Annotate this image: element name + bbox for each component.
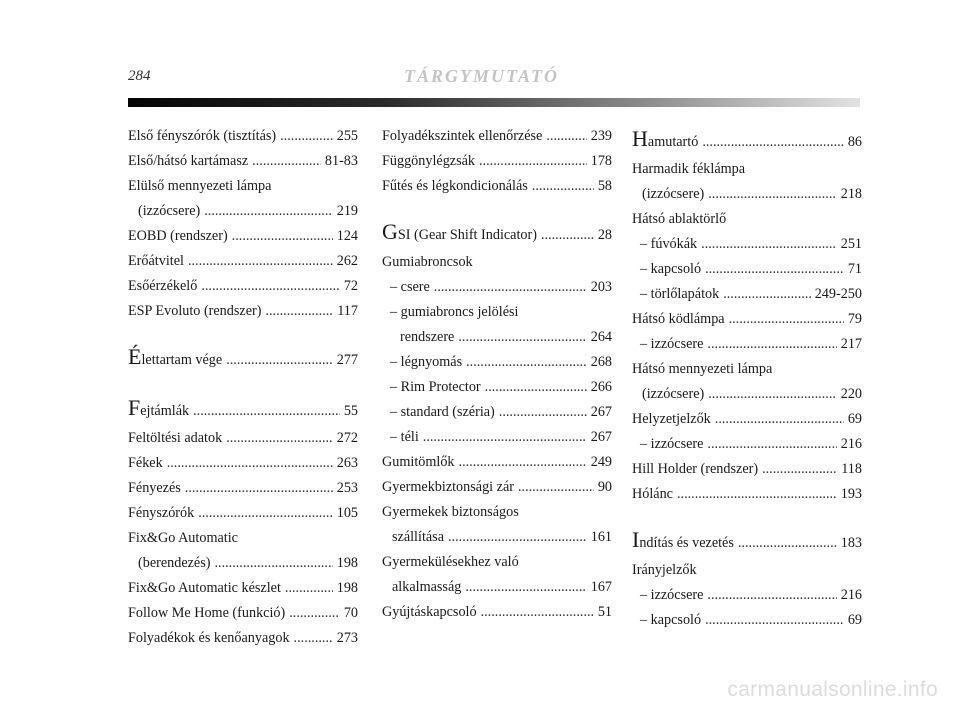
section-spacer: [632, 507, 862, 525]
index-entry: [382, 350, 612, 375]
entry-label: Fényszórók: [128, 505, 195, 521]
dot-leader: [232, 224, 333, 249]
dot-leader: [201, 274, 339, 299]
entry-label: Gyújtáskapcsoló: [382, 604, 477, 620]
dot-leader: [729, 307, 844, 332]
index-entry: [128, 551, 358, 576]
entry-label: Gyermekbiztonsági zár: [382, 479, 514, 495]
index-entry: [632, 257, 862, 282]
index-entry: [128, 224, 358, 249]
index-heading: Hátsó mennyezeti lámpa: [632, 361, 773, 377]
entry-label: – légnyomás: [390, 354, 463, 370]
page-ref: 183: [840, 535, 862, 551]
index-entry: [382, 475, 612, 500]
entry-label: – törlőlapátok: [640, 286, 720, 302]
page-ref: 267: [590, 404, 612, 420]
section-label-rest: amutartó: [647, 134, 699, 150]
dot-leader: [702, 127, 843, 157]
page-title: TÁRGYMUTATÓ: [404, 66, 560, 86]
index-entry: [632, 608, 862, 633]
page-ref: 217: [840, 336, 862, 352]
dot-leader: [705, 608, 844, 633]
entry-label: Follow Me Home (funkció): [128, 605, 286, 621]
index-entry: [632, 332, 862, 357]
entry-label: Helyzetjelzők: [632, 411, 711, 427]
dot-leader: [458, 325, 586, 350]
entry-label: Fűtés és légkondicionálás: [382, 178, 528, 194]
index-entry: [128, 501, 358, 526]
index-entry: [632, 482, 862, 507]
dot-leader: [459, 450, 587, 475]
page-ref: 193: [840, 486, 862, 502]
entry-label: Erőátvitel: [128, 253, 184, 269]
entry-label: Feltöltési adatok: [128, 430, 223, 446]
index-column-2: [382, 124, 612, 625]
page-ref: 203: [590, 279, 612, 295]
index-entry: [128, 299, 358, 324]
index-heading: – gumiabroncs jelölési: [390, 304, 519, 320]
entry-label: Fix&Go Automatic készlet: [128, 580, 281, 596]
dot-leader: [448, 525, 587, 550]
entry-label: Folyadékok és kenőanyagok: [128, 630, 290, 646]
dot-leader: [226, 345, 333, 375]
page-ref: 28: [597, 227, 612, 243]
entry-label: – izzócsere: [640, 336, 704, 352]
index-entry: [632, 232, 862, 257]
index-entry: [128, 451, 358, 476]
index-heading: Gumiabroncsok: [382, 254, 473, 270]
entry-label: – izzócsere: [640, 587, 704, 603]
index-entry: [128, 149, 358, 174]
entry-label: [128, 342, 222, 375]
index-entry: [632, 382, 862, 407]
index-entry: [382, 149, 612, 174]
entry-label: – standard (széria): [390, 404, 495, 420]
entry-label: [632, 525, 734, 558]
index-entry: [382, 575, 612, 600]
dot-leader: [701, 232, 837, 257]
section-label-rest: ndítás és vezetés: [639, 535, 734, 551]
entry-label: – kapcsoló: [640, 261, 702, 277]
dot-leader: [546, 124, 586, 149]
index-heading: Gyermekek biztonságos: [382, 504, 519, 520]
index-section-entry: [128, 342, 358, 375]
index-entry: [128, 426, 358, 451]
section-letter: G: [382, 219, 398, 244]
page-ref: 55: [343, 403, 358, 419]
page-ref: 86: [847, 134, 862, 150]
index-heading: Elülső mennyezeti lámpa: [128, 178, 272, 194]
page-ref: 79: [847, 311, 862, 327]
dot-leader: [193, 396, 340, 426]
index-entry: [382, 400, 612, 425]
page-ref: 218: [840, 186, 862, 202]
page-ref: 239: [590, 128, 612, 144]
entry-label: EOBD (rendszer): [128, 228, 228, 244]
dot-leader: [479, 149, 587, 174]
entry-label: (berendezés): [138, 555, 211, 571]
page-ref: 105: [336, 505, 358, 521]
index-section-entry: [632, 525, 862, 558]
dot-leader: [294, 626, 333, 651]
dot-leader: [465, 575, 586, 600]
index-entry: [382, 600, 612, 625]
page-ref: 255: [336, 128, 358, 144]
dot-leader: [204, 199, 333, 224]
page-ref: 216: [840, 436, 862, 452]
dot-leader: [285, 576, 333, 601]
page-ref: 71: [847, 261, 862, 277]
index-entry: [382, 375, 612, 400]
dot-leader: [188, 249, 333, 274]
page-ref: 220: [840, 386, 862, 402]
index-section-entry: [128, 393, 358, 426]
section-spacer: [382, 199, 612, 217]
dot-leader: [198, 501, 333, 526]
entry-label: Első/hátsó kartámasz: [128, 153, 249, 169]
entry-label: (izzócsere): [642, 186, 705, 202]
entry-label: Gumitömlők: [382, 454, 455, 470]
header-bar: [128, 98, 860, 107]
entry-label: – csere: [390, 279, 430, 295]
entry-label: Folyadékszintek ellenőrzése: [382, 128, 543, 144]
dot-leader: [185, 476, 333, 501]
section-spacer: [128, 375, 358, 393]
index-entry: [632, 282, 862, 307]
entry-label: rendszere: [400, 329, 455, 345]
page-ref: 266: [590, 379, 612, 395]
page-ref: 253: [336, 480, 358, 496]
page-ref: 69: [847, 411, 862, 427]
page-ref: 272: [336, 430, 358, 446]
page-ref: 81-83: [324, 153, 358, 169]
dot-leader: [707, 332, 836, 357]
entry-label: – Rim Protector: [390, 379, 481, 395]
watermark: carmanualsonline.info: [727, 678, 938, 701]
page-ref: 70: [343, 605, 358, 621]
index-section-entry: [382, 217, 612, 250]
page-ref: 216: [840, 587, 862, 603]
dot-leader: [541, 220, 594, 250]
page-ref: 198: [336, 555, 358, 571]
index-entry: [128, 601, 358, 626]
dot-leader: [485, 375, 587, 400]
index-heading: Gyermekülésekhez való: [382, 554, 519, 570]
section-label-rest: lettartam vége: [141, 352, 223, 368]
index-heading: Irányjelzők: [632, 562, 697, 578]
entry-label: Első fényszórók (tisztítás): [128, 128, 277, 144]
index-entry: [128, 199, 358, 224]
entry-label: (izzócsere): [138, 203, 201, 219]
entry-label: [128, 393, 189, 426]
page-ref: 51: [597, 604, 612, 620]
entry-label: Fékek: [128, 455, 163, 471]
entry-label: szállítása: [392, 529, 444, 545]
dot-leader: [289, 601, 340, 626]
section-letter: H: [632, 126, 648, 151]
dot-leader: [705, 257, 844, 282]
page-ref: 273: [336, 630, 358, 646]
entry-label: Hill Holder (rendszer): [632, 461, 759, 477]
index-entry: [632, 182, 862, 207]
index-entry: [632, 583, 862, 608]
dot-leader: [723, 282, 811, 307]
page-ref: 124: [336, 228, 358, 244]
dot-leader: [434, 275, 587, 300]
dot-leader: [265, 299, 333, 324]
entry-label: Fényezés: [128, 480, 181, 496]
page-ref: 167: [590, 579, 612, 595]
dot-leader: [423, 425, 587, 450]
page-ref: 69: [847, 612, 862, 628]
dot-leader: [481, 600, 594, 625]
page-ref: 263: [336, 455, 358, 471]
dot-leader: [252, 149, 321, 174]
page-ref: 219: [336, 203, 358, 219]
entry-label: Függönylégzsák: [382, 153, 475, 169]
index-entry: [632, 457, 862, 482]
page-ref: 262: [336, 253, 358, 269]
index-entry: [128, 124, 358, 149]
dot-leader: [518, 475, 594, 500]
dot-leader: [499, 400, 587, 425]
index-entry: [382, 425, 612, 450]
entry-label: Hátsó ködlámpa: [632, 311, 725, 327]
index-entry: [382, 275, 612, 300]
dot-leader: [708, 382, 837, 407]
entry-label: Esőérzékelő: [128, 278, 198, 294]
page-ref: 118: [841, 461, 862, 477]
section-label-rest: SI (Gear Shift Indicator): [397, 227, 537, 243]
dot-leader: [762, 457, 837, 482]
index-entry: [632, 307, 862, 332]
dot-leader: [707, 432, 836, 457]
entry-label: – fúvókák: [640, 236, 698, 252]
entry-label: alkalmasság: [392, 579, 462, 595]
entry-label: – kapcsoló: [640, 612, 702, 628]
entry-label: Hólánc: [632, 486, 673, 502]
dot-leader: [466, 350, 587, 375]
index-entry: [128, 626, 358, 651]
index-entry: [632, 407, 862, 432]
dot-leader: [532, 174, 594, 199]
index-entry: [382, 174, 612, 199]
index-entry: [632, 432, 862, 457]
page-number: 284: [128, 68, 151, 84]
dot-leader: [280, 124, 333, 149]
dot-leader: [708, 182, 837, 207]
entry-label: – téli: [390, 429, 419, 445]
section-letter: I: [632, 527, 640, 552]
dot-leader: [214, 551, 332, 576]
dot-leader: [738, 528, 837, 558]
page-ref: 264: [590, 329, 612, 345]
dot-leader: [715, 407, 844, 432]
dot-leader: [677, 482, 837, 507]
entry-label: [382, 217, 537, 250]
index-heading: Harmadik féklámpa: [632, 161, 746, 177]
section-letter: F: [128, 395, 141, 420]
index-entry: [128, 576, 358, 601]
page-ref: 277: [336, 352, 358, 368]
entry-label: (izzócsere): [642, 386, 705, 402]
dot-leader: [167, 451, 333, 476]
section-spacer: [128, 324, 358, 342]
entry-label: – izzócsere: [640, 436, 704, 452]
entry-label: [632, 124, 698, 157]
index-column-1: [128, 124, 358, 651]
page-ref: 117: [337, 303, 358, 319]
page-ref: 90: [597, 479, 612, 495]
page-ref: 161: [590, 529, 612, 545]
index-entry: [128, 274, 358, 299]
page-ref: 267: [590, 429, 612, 445]
page-ref: 249: [590, 454, 612, 470]
page-ref: 198: [336, 580, 358, 596]
dot-leader: [707, 583, 836, 608]
page-ref: 249-250: [814, 286, 862, 302]
page-ref: 58: [597, 178, 612, 194]
dot-leader: [226, 426, 333, 451]
page-ref: 72: [343, 278, 358, 294]
index-heading: Hátsó ablaktörlő: [632, 211, 727, 227]
section-label-rest: ejtámlák: [140, 403, 190, 419]
index-entry: [128, 476, 358, 501]
index-entry: [128, 249, 358, 274]
page-ref: 268: [590, 354, 612, 370]
index-section-entry: [632, 124, 862, 157]
index-column-3: [632, 124, 862, 633]
index-entry: [382, 325, 612, 350]
section-letter: É: [128, 344, 142, 369]
index-entry: [382, 525, 612, 550]
entry-label: ESP Evoluto (rendszer): [128, 303, 262, 319]
index-entry: [382, 450, 612, 475]
page-ref: 178: [590, 153, 612, 169]
index-entry: [382, 124, 612, 149]
page-ref: 251: [840, 236, 862, 252]
index-heading: Fix&Go Automatic: [128, 530, 238, 546]
